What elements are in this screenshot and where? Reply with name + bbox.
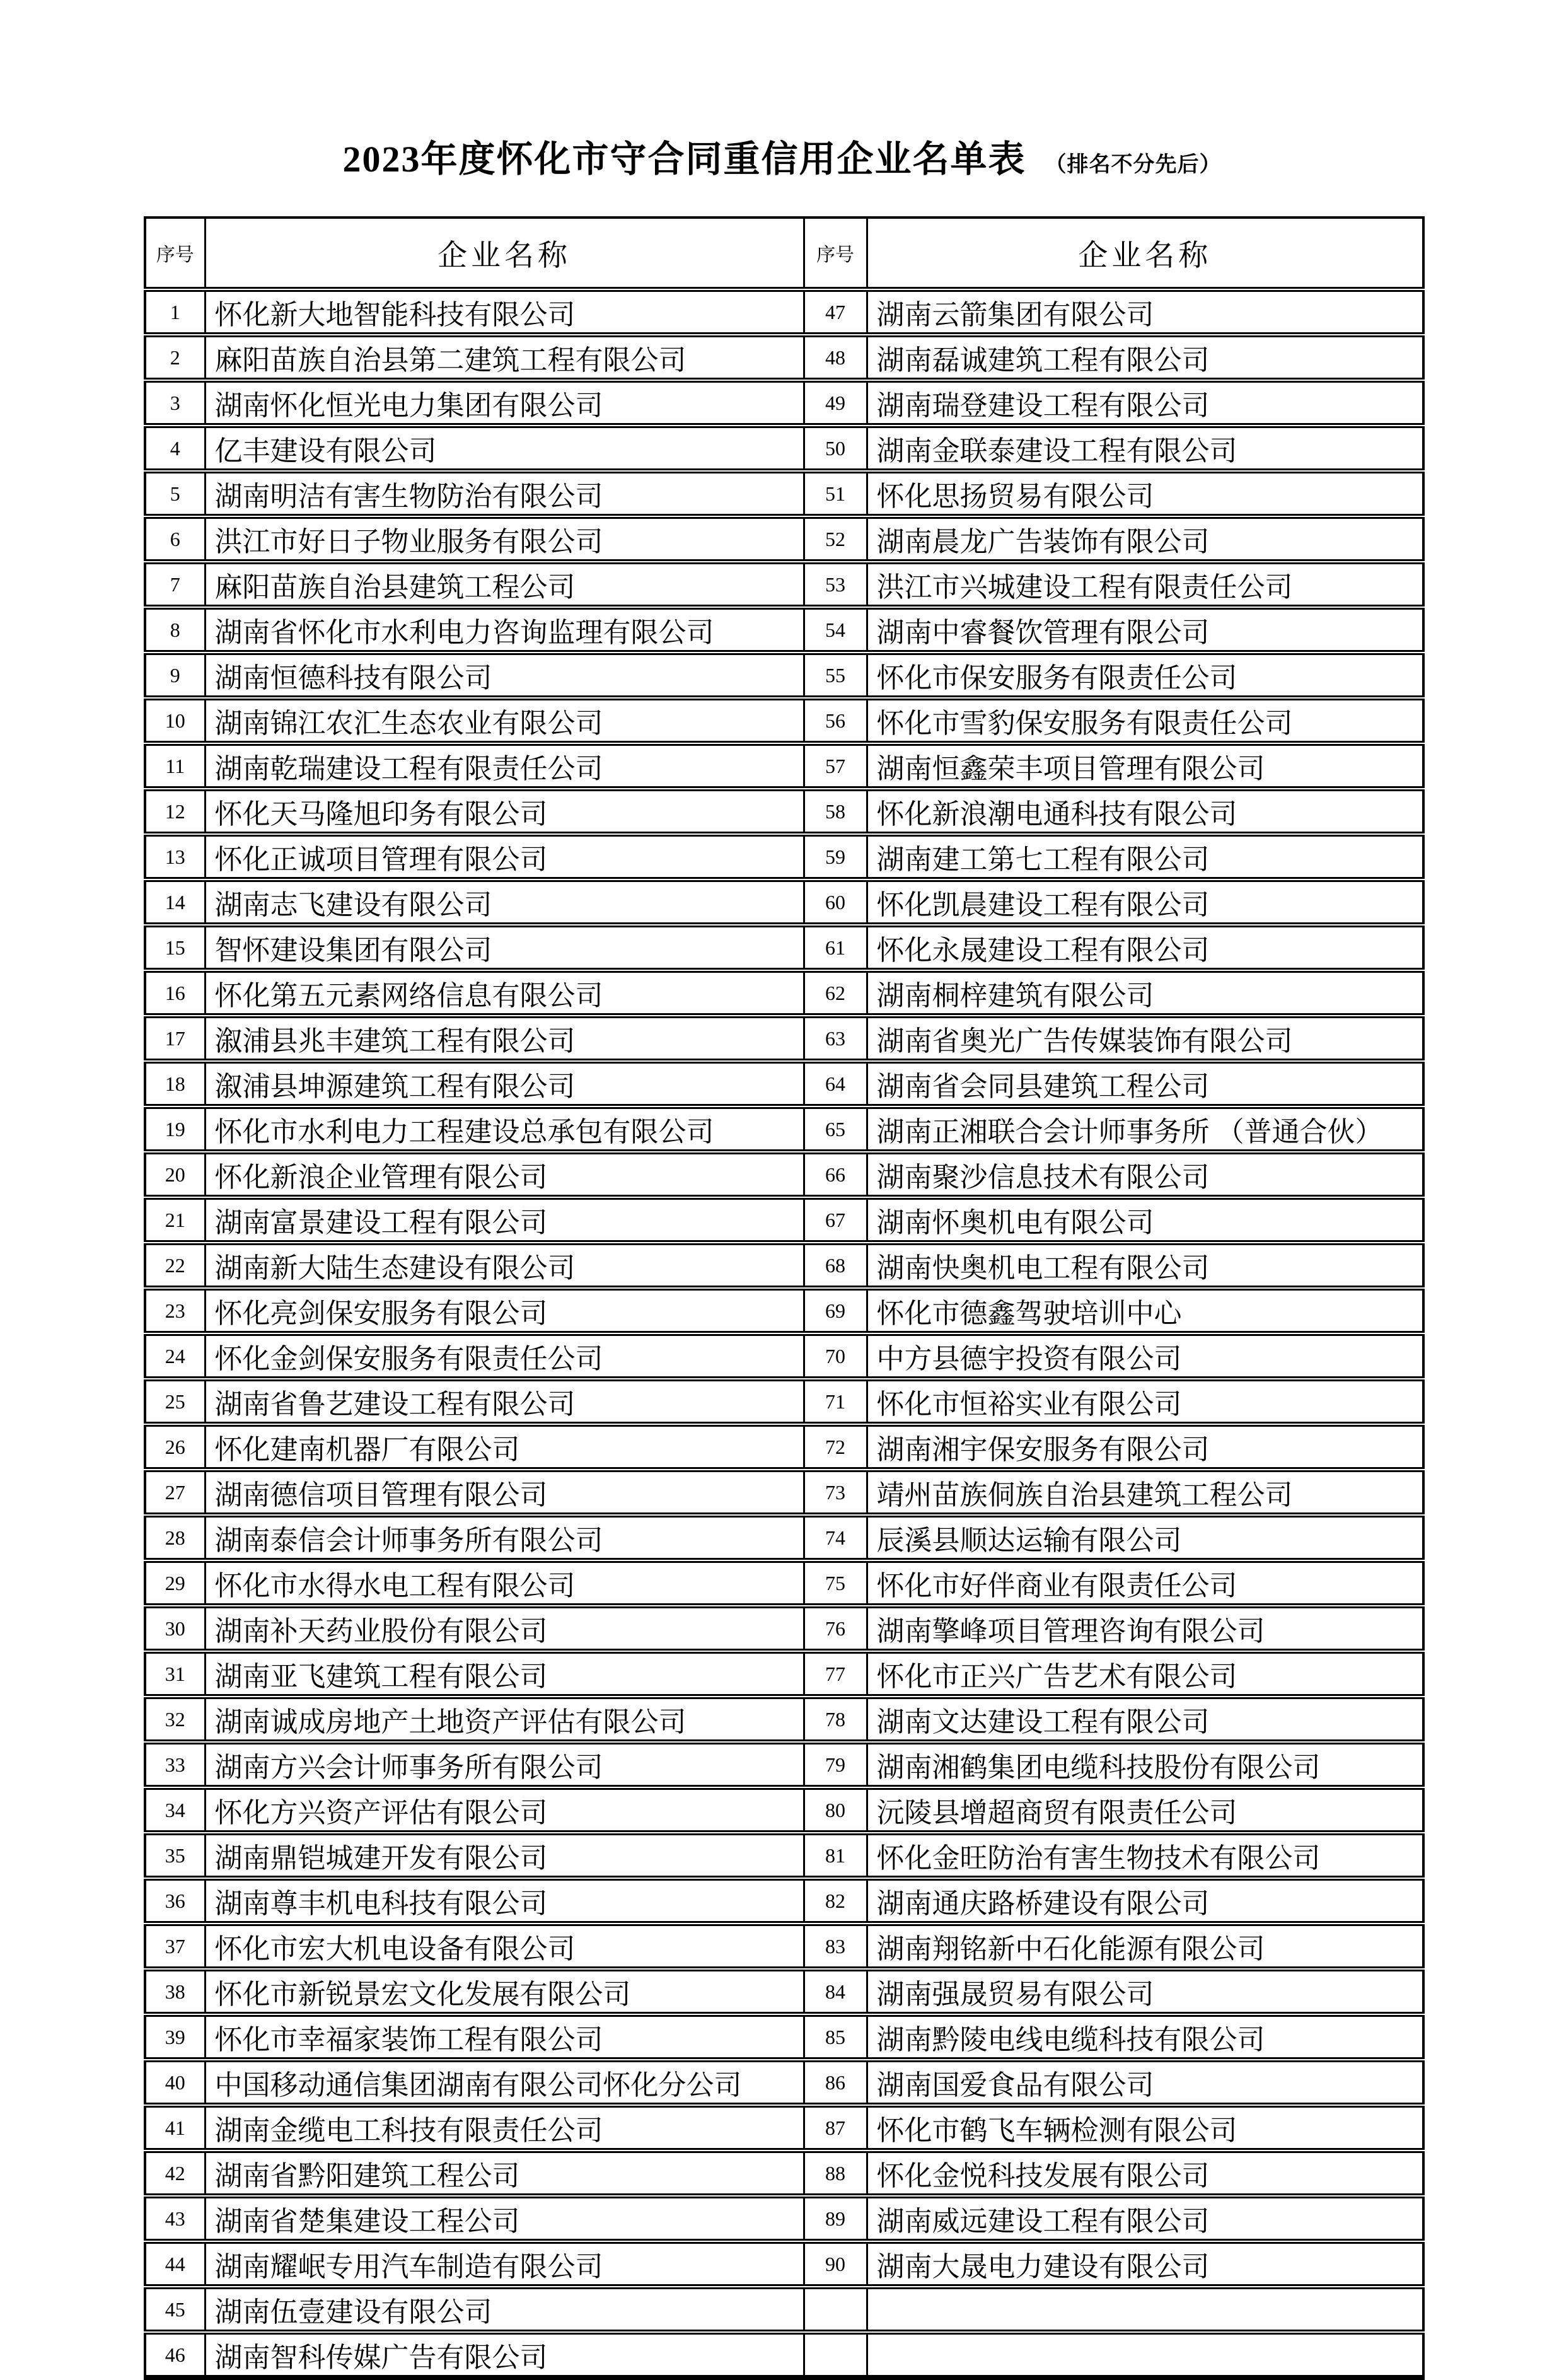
seq-cell: 48 <box>804 335 867 380</box>
seq-cell: 32 <box>145 1697 205 1742</box>
seq-cell: 43 <box>145 2196 205 2241</box>
seq-cell: 27 <box>145 1470 205 1515</box>
seq-cell: 46 <box>145 2332 205 2377</box>
name-cell: 怀化思扬贸易有限公司 <box>867 471 1423 516</box>
seq-cell: 26 <box>145 1424 205 1470</box>
seq-cell: 57 <box>804 743 867 789</box>
name-cell: 湖南省鲁艺建设工程有限公司 <box>205 1379 804 1424</box>
seq-cell: 74 <box>804 1515 867 1560</box>
table-row <box>145 1697 1423 1742</box>
name-cell: 怀化正诚项目管理有限公司 <box>205 834 804 879</box>
name-cell: 湖南泰信会计师事务所有限公司 <box>205 1515 804 1560</box>
name-cell: 沅陵县增超商贸有限责任公司 <box>867 1787 1423 1833</box>
name-cell: 湖南聚沙信息技术有限公司 <box>867 1152 1423 1197</box>
seq-cell: 51 <box>804 471 867 516</box>
seq-cell: 20 <box>145 1152 205 1197</box>
name-cell: 怀化永晟建设工程有限公司 <box>867 925 1423 970</box>
seq-cell: 90 <box>804 2241 867 2287</box>
seq-cell: 13 <box>145 834 205 879</box>
name-cell: 怀化市德鑫驾驶培训中心 <box>867 1288 1423 1333</box>
seq-cell: 35 <box>145 1833 205 1878</box>
name-cell: 湖南强晟贸易有限公司 <box>867 1969 1423 2014</box>
seq-cell: 37 <box>145 1924 205 1969</box>
name-cell: 洪江市兴城建设工程有限责任公司 <box>867 562 1423 607</box>
name-cell: 怀化市雪豹保安服务有限责任公司 <box>867 698 1423 743</box>
table-row <box>145 1061 1423 1106</box>
name-cell: 湖南文达建设工程有限公司 <box>867 1697 1423 1742</box>
header-seq-right: 序号 <box>804 218 867 289</box>
name-cell: 湖南新大陆生态建设有限公司 <box>205 1243 804 1288</box>
name-cell: 湖南志飞建设有限公司 <box>205 879 804 925</box>
seq-cell: 79 <box>804 1742 867 1787</box>
table-row <box>145 698 1423 743</box>
table-row <box>145 1606 1423 1651</box>
seq-cell: 87 <box>804 2105 867 2151</box>
name-cell: 湖南磊诚建筑工程有限公司 <box>867 335 1423 380</box>
name-cell: 湖南乾瑞建设工程有限责任公司 <box>205 743 804 789</box>
name-cell: 湖南湘宇保安服务有限公司 <box>867 1424 1423 1470</box>
name-cell: 湖南耀岷专用汽车制造有限公司 <box>205 2241 804 2287</box>
table-row <box>145 2241 1423 2287</box>
name-cell <box>867 2287 1423 2332</box>
name-cell: 怀化市水得水电工程有限公司 <box>205 1560 804 1606</box>
seq-cell: 60 <box>804 879 867 925</box>
seq-cell: 65 <box>804 1106 867 1152</box>
seq-cell: 16 <box>145 970 205 1016</box>
name-cell: 湖南省楚集建设工程公司 <box>205 2196 804 2241</box>
seq-cell: 73 <box>804 1470 867 1515</box>
seq-cell: 39 <box>145 2014 205 2060</box>
name-cell: 怀化市宏大机电设备有限公司 <box>205 1924 804 1969</box>
table-row <box>145 653 1423 698</box>
seq-cell: 33 <box>145 1742 205 1787</box>
name-cell: 怀化建南机器厂有限公司 <box>205 1424 804 1470</box>
name-cell: 亿丰建设有限公司 <box>205 426 804 471</box>
table-row <box>145 1288 1423 1333</box>
name-cell: 溆浦县兆丰建筑工程有限公司 <box>205 1016 804 1061</box>
name-cell: 怀化市新锐景宏文化发展有限公司 <box>205 1969 804 2014</box>
seq-cell: 82 <box>804 1878 867 1924</box>
seq-cell: 15 <box>145 925 205 970</box>
table-row <box>145 1106 1423 1152</box>
seq-cell: 6 <box>145 516 205 562</box>
name-cell: 湖南瑞登建设工程有限公司 <box>867 380 1423 426</box>
table-row <box>145 2105 1423 2151</box>
seq-cell: 49 <box>804 380 867 426</box>
table-row <box>145 471 1423 516</box>
seq-cell: 86 <box>804 2060 867 2105</box>
table-row <box>145 1651 1423 1697</box>
table-row <box>145 1379 1423 1424</box>
table-row <box>145 2014 1423 2060</box>
seq-cell: 31 <box>145 1651 205 1697</box>
seq-cell: 70 <box>804 1333 867 1379</box>
seq-cell: 55 <box>804 653 867 698</box>
table-row <box>145 970 1423 1016</box>
table-row <box>145 1787 1423 1833</box>
seq-cell: 14 <box>145 879 205 925</box>
seq-cell: 10 <box>145 698 205 743</box>
table-row <box>145 1969 1423 2014</box>
seq-cell: 80 <box>804 1787 867 1833</box>
name-cell: 湖南翔铭新中石化能源有限公司 <box>867 1924 1423 1969</box>
name-cell: 怀化市鹤飞车辆检测有限公司 <box>867 2105 1423 2151</box>
seq-cell: 4 <box>145 426 205 471</box>
name-cell: 靖州苗族侗族自治县建筑工程公司 <box>867 1470 1423 1515</box>
name-cell: 湖南省黔阳建筑工程公司 <box>205 2151 804 2196</box>
seq-cell: 3 <box>145 380 205 426</box>
name-cell: 中方县德宇投资有限公司 <box>867 1333 1423 1379</box>
seq-cell: 84 <box>804 1969 867 2014</box>
name-cell: 湖南锦江农汇生态农业有限公司 <box>205 698 804 743</box>
name-cell: 怀化市幸福家装饰工程有限公司 <box>205 2014 804 2060</box>
name-cell: 中国移动通信集团湖南有限公司怀化分公司 <box>205 2060 804 2105</box>
name-cell: 湖南威远建设工程有限公司 <box>867 2196 1423 2241</box>
seq-cell: 34 <box>145 1787 205 1833</box>
seq-cell: 41 <box>145 2105 205 2151</box>
seq-cell: 8 <box>145 607 205 653</box>
table-row <box>145 1470 1423 1515</box>
seq-cell: 29 <box>145 1560 205 1606</box>
seq-cell: 85 <box>804 2014 867 2060</box>
name-cell: 湖南明洁有害生物防治有限公司 <box>205 471 804 516</box>
name-cell: 怀化市正兴广告艺术有限公司 <box>867 1651 1423 1697</box>
seq-cell: 36 <box>145 1878 205 1924</box>
table-row <box>145 925 1423 970</box>
name-cell: 湖南省奥光广告传媒装饰有限公司 <box>867 1016 1423 1061</box>
title-block <box>0 129 1564 182</box>
name-cell: 湖南恒鑫荣丰项目管理有限公司 <box>867 743 1423 789</box>
seq-cell: 62 <box>804 970 867 1016</box>
seq-cell <box>804 2287 867 2332</box>
name-cell: 怀化天马隆旭印务有限公司 <box>205 789 804 834</box>
seq-cell: 75 <box>804 1560 867 1606</box>
table-row <box>145 1016 1423 1061</box>
name-cell: 怀化金悦科技发展有限公司 <box>867 2151 1423 2196</box>
name-cell: 湖南怀化恒光电力集团有限公司 <box>205 380 804 426</box>
seq-cell: 25 <box>145 1379 205 1424</box>
table-row <box>145 1924 1423 1969</box>
seq-cell: 38 <box>145 1969 205 2014</box>
page-title-note: （排名不分先后） <box>1045 153 1222 177</box>
table-row <box>145 2151 1423 2196</box>
header-seq-left: 序号 <box>145 218 205 289</box>
table-row <box>145 335 1423 380</box>
name-cell: 智怀建设集团有限公司 <box>205 925 804 970</box>
seq-cell: 69 <box>804 1288 867 1333</box>
seq-cell: 58 <box>804 789 867 834</box>
name-cell: 麻阳苗族自治县第二建筑工程有限公司 <box>205 335 804 380</box>
seq-cell: 54 <box>804 607 867 653</box>
seq-cell: 40 <box>145 2060 205 2105</box>
name-cell: 怀化新大地智能科技有限公司 <box>205 289 804 335</box>
name-cell: 怀化第五元素网络信息有限公司 <box>205 970 804 1016</box>
seq-cell: 78 <box>804 1697 867 1742</box>
table-row <box>145 1424 1423 1470</box>
seq-cell: 44 <box>145 2241 205 2287</box>
table-row <box>145 1515 1423 1560</box>
name-cell: 怀化市保安服务有限责任公司 <box>867 653 1423 698</box>
name-cell: 湖南正湘联合会计师事务所 （普通合伙） <box>867 1106 1423 1152</box>
table-row <box>145 1243 1423 1288</box>
seq-cell <box>804 2332 867 2377</box>
table-row <box>145 879 1423 925</box>
name-cell: 湖南通庆路桥建设有限公司 <box>867 1878 1423 1924</box>
name-cell: 湖南诚成房地产土地资产评估有限公司 <box>205 1697 804 1742</box>
seq-cell: 72 <box>804 1424 867 1470</box>
table-body <box>145 289 1423 2377</box>
table-row <box>145 1152 1423 1197</box>
company-table <box>144 216 1425 2380</box>
seq-cell: 30 <box>145 1606 205 1651</box>
seq-cell: 45 <box>145 2287 205 2332</box>
seq-cell: 66 <box>804 1152 867 1197</box>
seq-cell: 59 <box>804 834 867 879</box>
seq-cell: 64 <box>804 1061 867 1106</box>
name-cell: 湖南德信项目管理有限公司 <box>205 1470 804 1515</box>
seq-cell: 17 <box>145 1016 205 1061</box>
seq-cell: 63 <box>804 1016 867 1061</box>
name-cell: 怀化市恒裕实业有限公司 <box>867 1379 1423 1424</box>
name-cell: 怀化新浪潮电通科技有限公司 <box>867 789 1423 834</box>
table-row <box>145 743 1423 789</box>
seq-cell: 42 <box>145 2151 205 2196</box>
table-row <box>145 1878 1423 1924</box>
name-cell: 湖南方兴会计师事务所有限公司 <box>205 1742 804 1787</box>
header-row <box>145 218 1423 289</box>
name-cell: 湖南伍壹建设有限公司 <box>205 2287 804 2332</box>
name-cell: 怀化新浪企业管理有限公司 <box>205 1152 804 1197</box>
seq-cell: 47 <box>804 289 867 335</box>
seq-cell: 88 <box>804 2151 867 2196</box>
seq-cell: 24 <box>145 1333 205 1379</box>
table-row <box>145 1833 1423 1878</box>
seq-cell: 77 <box>804 1651 867 1697</box>
table-row <box>145 516 1423 562</box>
seq-cell: 9 <box>145 653 205 698</box>
name-cell: 湖南怀奥机电有限公司 <box>867 1197 1423 1243</box>
header-name-left: 企业名称 <box>205 218 804 289</box>
name-cell: 湖南大晟电力建设有限公司 <box>867 2241 1423 2287</box>
name-cell: 湖南省怀化市水利电力咨询监理有限公司 <box>205 607 804 653</box>
seq-cell: 76 <box>804 1606 867 1651</box>
table-row <box>145 380 1423 426</box>
name-cell <box>867 2332 1423 2377</box>
name-cell: 湖南国爱食品有限公司 <box>867 2060 1423 2105</box>
table-row <box>145 1560 1423 1606</box>
name-cell: 湖南中睿餐饮管理有限公司 <box>867 607 1423 653</box>
seq-cell: 23 <box>145 1288 205 1333</box>
name-cell: 湖南桐梓建筑有限公司 <box>867 970 1423 1016</box>
seq-cell: 28 <box>145 1515 205 1560</box>
name-cell: 湖南恒德科技有限公司 <box>205 653 804 698</box>
seq-cell: 71 <box>804 1379 867 1424</box>
seq-cell: 12 <box>145 789 205 834</box>
name-cell: 湖南建工第七工程有限公司 <box>867 834 1423 879</box>
seq-cell: 52 <box>804 516 867 562</box>
seq-cell: 1 <box>145 289 205 335</box>
page-title: 2023年度怀化市守合同重信用企业名单表 <box>342 139 1026 180</box>
seq-cell: 61 <box>804 925 867 970</box>
table-row <box>145 1197 1423 1243</box>
name-cell: 湖南亚飞建筑工程有限公司 <box>205 1651 804 1697</box>
seq-cell: 11 <box>145 743 205 789</box>
seq-cell: 83 <box>804 1924 867 1969</box>
table-row <box>145 562 1423 607</box>
name-cell: 怀化亮剑保安服务有限公司 <box>205 1288 804 1333</box>
name-cell: 湖南富景建设工程有限公司 <box>205 1197 804 1243</box>
header-name-right: 企业名称 <box>867 218 1423 289</box>
seq-cell: 19 <box>145 1106 205 1152</box>
table-row <box>145 289 1423 335</box>
seq-cell: 50 <box>804 426 867 471</box>
name-cell: 麻阳苗族自治县建筑工程公司 <box>205 562 804 607</box>
name-cell: 湖南补天药业股份有限公司 <box>205 1606 804 1651</box>
name-cell: 溆浦县坤源建筑工程有限公司 <box>205 1061 804 1106</box>
table-row <box>145 2287 1423 2332</box>
name-cell: 怀化市水利电力工程建设总承包有限公司 <box>205 1106 804 1152</box>
name-cell: 洪江市好日子物业服务有限公司 <box>205 516 804 562</box>
name-cell: 湖南省会同县建筑工程公司 <box>867 1061 1423 1106</box>
seq-cell: 53 <box>804 562 867 607</box>
name-cell: 怀化金剑保安服务有限责任公司 <box>205 1333 804 1379</box>
name-cell: 湖南尊丰机电科技有限公司 <box>205 1878 804 1924</box>
table-row <box>145 1333 1423 1379</box>
name-cell: 辰溪县顺达运输有限公司 <box>867 1515 1423 1560</box>
seq-cell: 56 <box>804 698 867 743</box>
name-cell: 湖南智科传媒广告有限公司 <box>205 2332 804 2377</box>
name-cell: 怀化凯晨建设工程有限公司 <box>867 879 1423 925</box>
name-cell: 湖南云箭集团有限公司 <box>867 289 1423 335</box>
table-row <box>145 789 1423 834</box>
seq-cell: 67 <box>804 1197 867 1243</box>
seq-cell: 68 <box>804 1243 867 1288</box>
table-row <box>145 2332 1423 2377</box>
seq-cell: 2 <box>145 335 205 380</box>
table-row <box>145 2060 1423 2105</box>
name-cell: 湖南鼎铠城建开发有限公司 <box>205 1833 804 1878</box>
seq-cell: 7 <box>145 562 205 607</box>
table-row <box>145 607 1423 653</box>
name-cell: 湖南晨龙广告装饰有限公司 <box>867 516 1423 562</box>
table-row <box>145 2196 1423 2241</box>
name-cell: 湖南擎峰项目管理咨询有限公司 <box>867 1606 1423 1651</box>
name-cell: 怀化金旺防治有害生物技术有限公司 <box>867 1833 1423 1878</box>
seq-cell: 21 <box>145 1197 205 1243</box>
table-header <box>145 218 1423 289</box>
seq-cell: 5 <box>145 471 205 516</box>
name-cell: 湖南黔陵电线电缆科技有限公司 <box>867 2014 1423 2060</box>
name-cell: 怀化方兴资产评估有限公司 <box>205 1787 804 1833</box>
table-row <box>145 834 1423 879</box>
name-cell: 湖南金联泰建设工程有限公司 <box>867 426 1423 471</box>
table-row <box>145 426 1423 471</box>
name-cell: 湖南快奥机电工程有限公司 <box>867 1243 1423 1288</box>
name-cell: 怀化市好伴商业有限责任公司 <box>867 1560 1423 1606</box>
seq-cell: 89 <box>804 2196 867 2241</box>
table-row <box>145 1742 1423 1787</box>
name-cell: 湖南湘鹤集团电缆科技股份有限公司 <box>867 1742 1423 1787</box>
seq-cell: 81 <box>804 1833 867 1878</box>
seq-cell: 18 <box>145 1061 205 1106</box>
seq-cell: 22 <box>145 1243 205 1288</box>
name-cell: 湖南金缆电工科技有限责任公司 <box>205 2105 804 2151</box>
